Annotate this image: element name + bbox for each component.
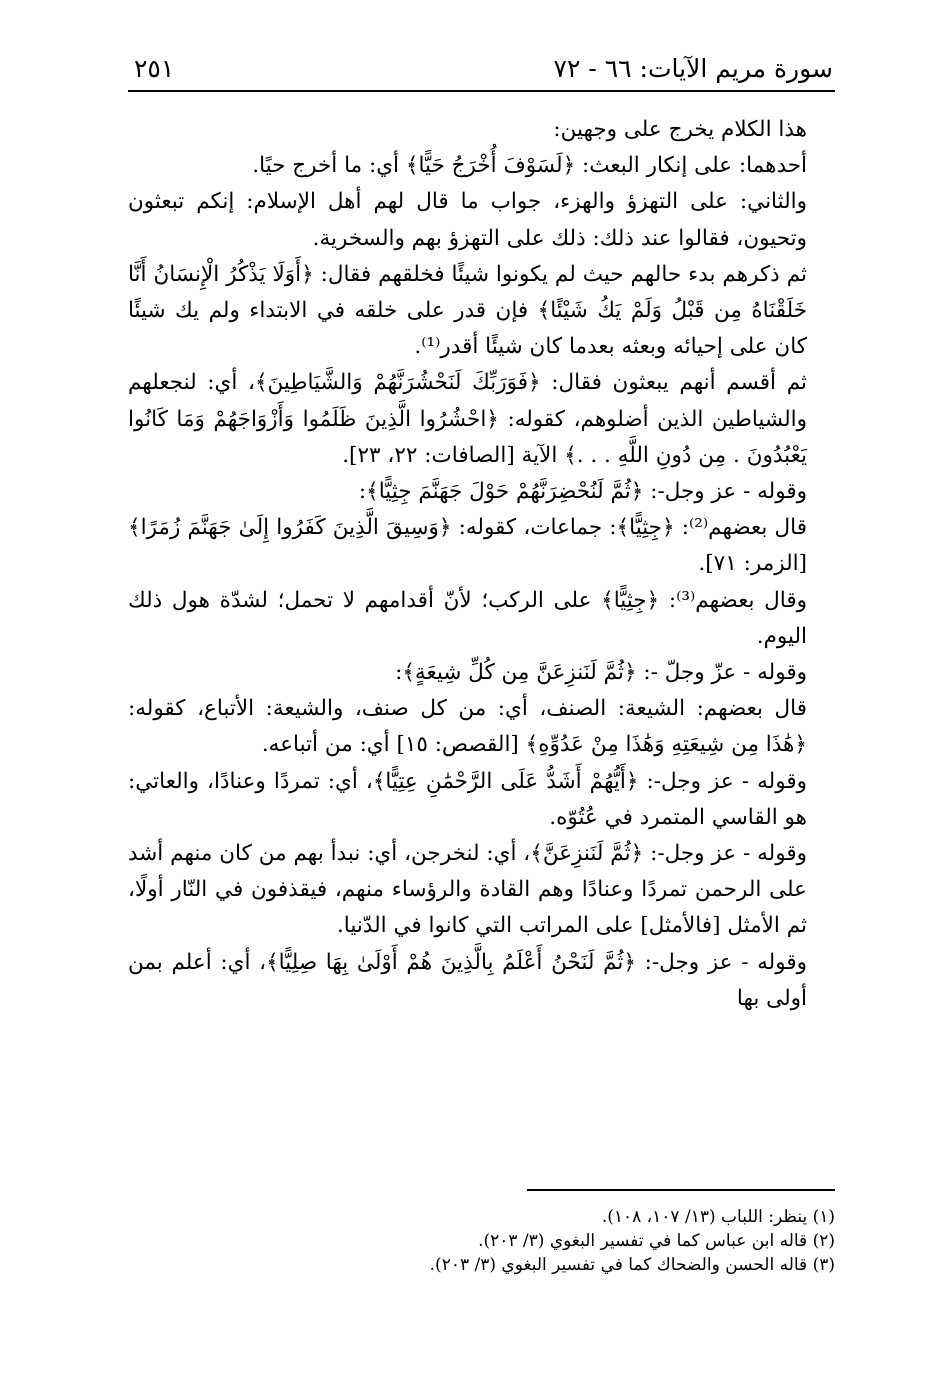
footnote: (١) ينظر: اللباب (١٣/ ١٠٧، ١٠٨).: [601, 1207, 835, 1227]
page-number: ٢٥١: [134, 54, 175, 83]
paragraph: وقوله - عز وجل-: ﴿ثُمَّ لَنَنزِعَنَّ﴾، أي: لنخرجن، أي: نبدأ بهم من كان منهم أشد على الرحمن تمردًا وعنادًا وهم القادة والرؤساء منهم، فيقذفون في النّار أولًا، ثم الأمثل [فالأمثل] على المراتب التي كانوا في الدّنيا.: [128, 841, 807, 939]
paragraph: وقوله - عزّ وجلّ -: ﴿ثُمَّ لَنَنزِعَنَّ مِن كُلِّ شِيعَةٍ﴾:: [395, 660, 807, 686]
paragraph: وقال بعضهم⁽³⁾: ﴿جِثِيًّا﴾ على الركب؛ لأنّ أقدامهم لا تحمل؛ لشدّة هول ذلك اليوم.: [128, 587, 807, 649]
paragraph: أحدهما: على إنكار البعث: ﴿لَسَوْفَ أُخْرَجُ حَيًّا﴾ أي: ما أخرج حيًا.: [252, 153, 807, 179]
paragraph: والثاني: على التهزؤ والهزء، جواب ما قال لهم أهل الإسلام: إنكم تبعثون وتحيون، فقالوا عند ذلك: ذلك على التهزؤ بهم والسخرية.: [128, 189, 807, 251]
paragraph: قال بعضهم⁽²⁾: ﴿جِثِيًّا﴾: جماعات، كقوله: ﴿وَسِيقَ الَّذِينَ كَفَرُوا إِلَىٰ جَهَنَّمَ زُمَرًا﴾ [الزمر: ٧١].: [128, 515, 807, 577]
paragraph: ثم أقسم أنهم يبعثون فقال: ﴿فَوَرَبِّكَ لَنَحْشُرَنَّهُمْ وَالشَّيَاطِينَ﴾، أي: لنجعلهم والشياطين الذين أضلوهم، كقوله: ﴿احْشُرُوا الَّذِينَ ظَلَمُوا وَأَزْوَاجَهُمْ وَمَا كَانُوا يَعْبُدُونَ . مِن دُونِ اللَّهِ . . .﴾ الآية [الصافات: ٢٢، ٢٣].: [128, 370, 807, 468]
footnote: (٣) قاله الحسن والضحاك كما في تفسير البغوي (٣/ ٢٠٣).: [429, 1255, 835, 1275]
paragraph: هذا الكلام يخرج على وجهين:: [553, 117, 807, 142]
paragraph: وقوله - عز وجل-: ﴿أَيُّهُمْ أَشَدُّ عَلَى الرَّحْمَٰنِ عِتِيًّا﴾، أي: تمردًا وعنادًا، والعاتي: هو القاسي المتمرد في عُتُوّه.: [128, 768, 807, 830]
footnote: (٢) قاله ابن عباس كما في تفسير البغوي (٣/ ٢٠٣).: [478, 1231, 835, 1251]
main-text: [128, 112, 835, 1017]
paragraph: قال بعضهم: الشيعة: الصنف، أي: من كل صنف، والشيعة: الأتباع، كقوله: ﴿هَٰذَا مِن شِيعَتِهِ وَهَٰذَا مِنْ عَدُوِّهِ﴾ [القصص: ١٥] أي: من أتباعه.: [128, 696, 807, 758]
paragraph: وقوله - عز وجل-: ﴿ثُمَّ لَنُحْضِرَنَّهُمْ حَوْلَ جَهَنَّمَ جِثِيًّا﴾:: [358, 479, 807, 505]
footnote-separator: [527, 1189, 835, 1191]
page-header: [128, 50, 835, 92]
footnotes: [128, 1205, 835, 1277]
paragraph: ثم ذكرهم بدء حالهم حيث لم يكونوا شيئًا فخلقهم فقال: ﴿أَوَلَا يَذْكُرُ الْإِنسَانُ أَنَّا خَلَقْنَاهُ مِن قَبْلُ وَلَمْ يَكُ شَيْئًا﴾ فإن قدر على خلقه في الابتداء ولم يك شيئًا كان على إحيائه وبعثه بعدما كان شيئًا أقدر⁽¹⁾.: [128, 261, 807, 360]
paragraph: وقوله - عز وجل-: ﴿ثُمَّ لَنَحْنُ أَعْلَمُ بِالَّذِينَ هُمْ أَوْلَىٰ بِهَا صِلِيًّا﴾، أي: أعلم بمن أولى بها: [128, 949, 807, 1011]
running-title: سورة مريم الآيات: ٦٦ - ٧٢: [553, 54, 833, 83]
